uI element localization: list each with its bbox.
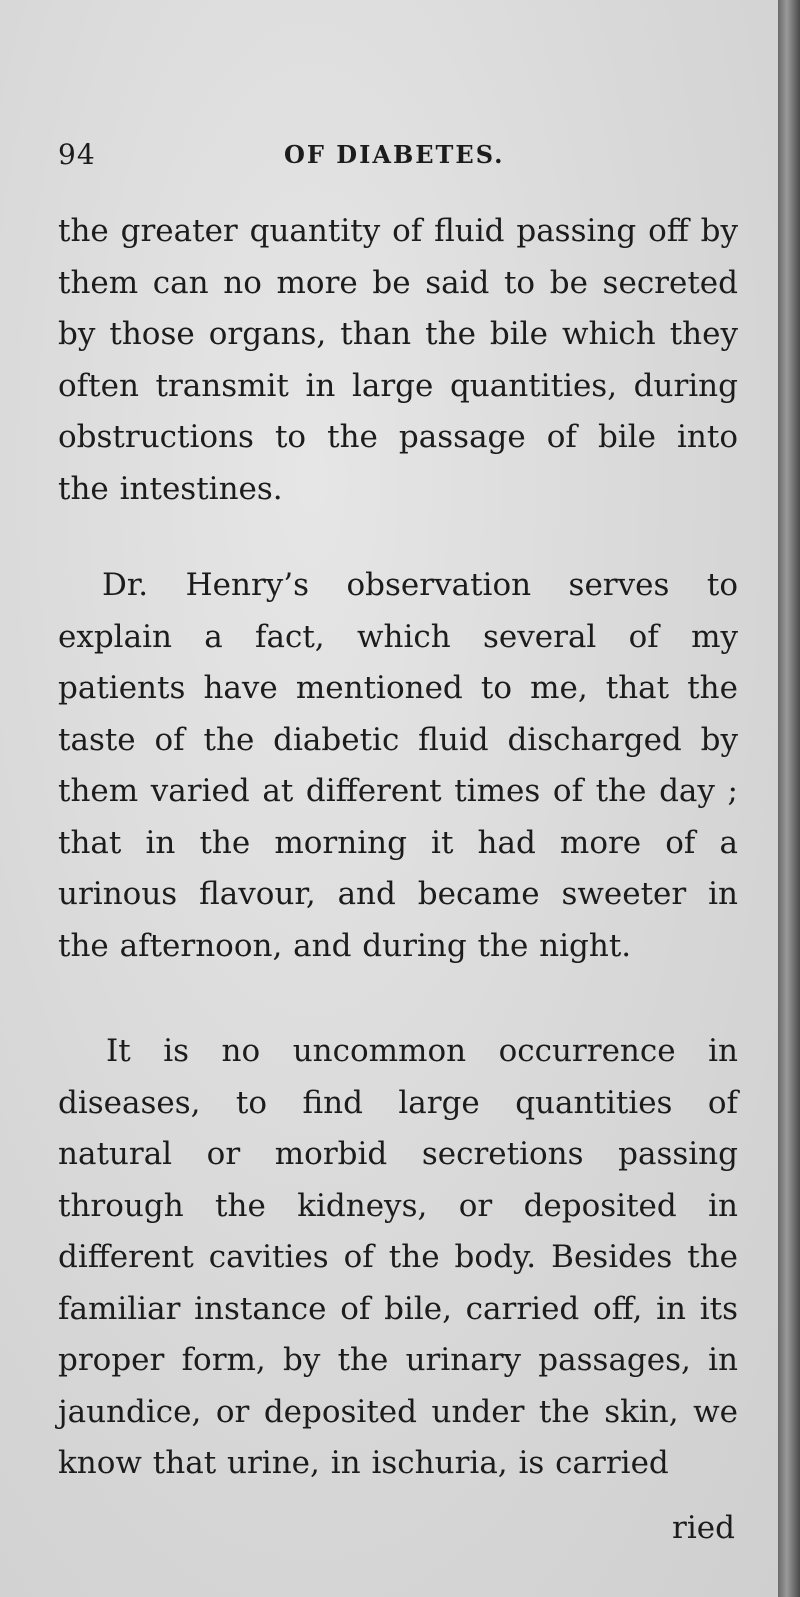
running-head: OF DIABETES. <box>284 140 505 169</box>
paragraph-3: It is no uncommon occurrence in diseases, to find large quantities of natural or morbid secretions passing through the kidneys, or deposited in different cavities of the body. Besides the familiar instance of bile, carried off, in its proper form, by the urinary passages, in jaundice, or deposited under the skin, we know that urine, in ischuria, is carried <box>58 1033 738 1481</box>
page-edge <box>778 0 800 1597</box>
page-number: 94 <box>58 138 96 171</box>
catchword: ried <box>672 1510 735 1546</box>
paragraph-1: the greater quantity of fluid passing off by them can no more be said to be secreted by those organs, than the bile which they often transmit in large quantities, during obstructions to the passage of bile into the intestines. <box>58 213 738 507</box>
paragraph-2: Dr. Henry’s observation serves to explain a fact, which several of my patients have mentioned to me, that the taste of the diabetic fluid discharged by them varied at different times of the day ; that in the morning it had more of a urinous flavour, and became sweeter in the afternoon, and during the night. <box>58 567 738 964</box>
page-header <box>58 138 734 178</box>
